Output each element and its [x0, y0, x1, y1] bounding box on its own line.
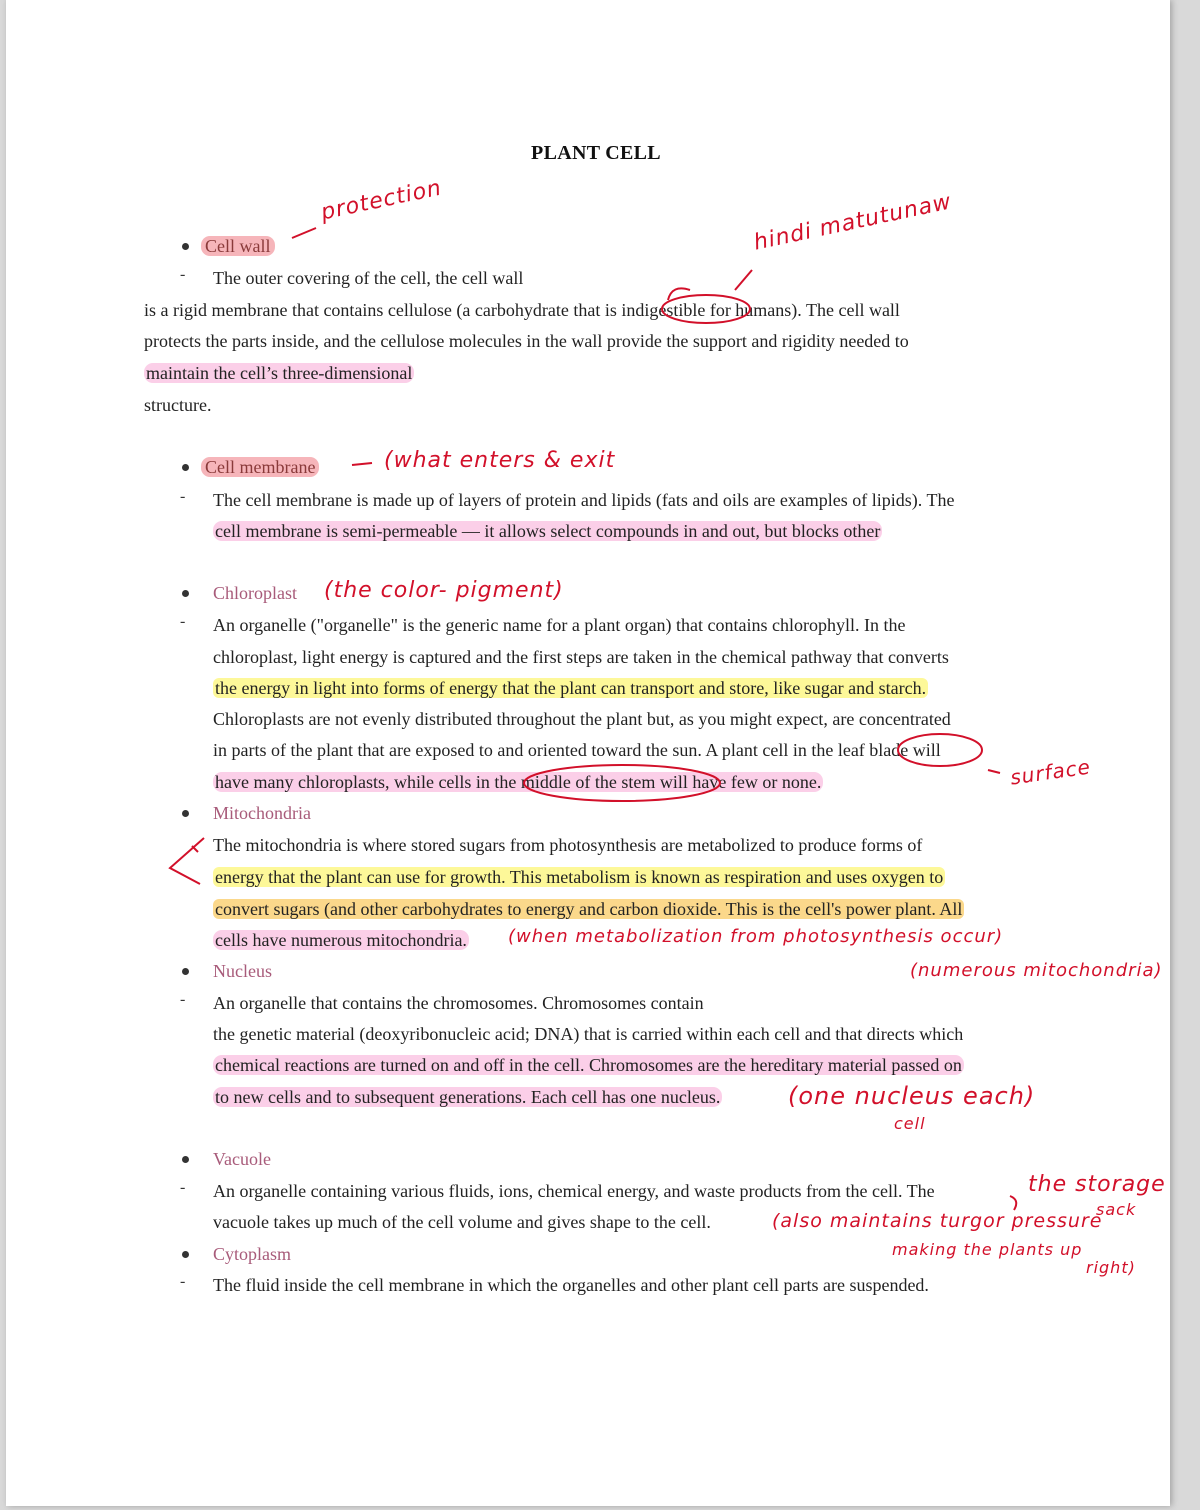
annotation-what-enters: (what enters & exit	[384, 448, 616, 473]
cytoplasm-line-1: The fluid inside the cell membrane in which the organelles and other plant cell parts are suspended.	[213, 1275, 929, 1295]
dash-icon: -	[180, 266, 186, 283]
cell-membrane-line-1: The cell membrane is made up of layers of protein and lipids (fats and oils are examples of lipids). The	[213, 490, 955, 510]
chloroplast-line-3: the energy in light into forms of energy that the plant can transport and store, like sugar and starch.	[215, 678, 927, 698]
document-page	[6, 0, 1170, 1506]
chloroplast-line-2: chloroplast, light energy is captured and the first steps are taken in the chemical pathway that converts	[213, 647, 949, 667]
chloroplast-line-5: in parts of the plant that are exposed to and oriented toward the sun. A plant cell in the leaf blade will	[213, 740, 941, 760]
nucleus-line-3: chemical reactions are turned on and off in the cell. Chromosomes are the hereditary material passed on	[215, 1055, 962, 1075]
bullet-icon	[182, 243, 189, 250]
dash-icon: -	[180, 991, 186, 1008]
section-heading-cytoplasm: Cytoplasm	[213, 1244, 292, 1264]
bullet-icon	[182, 1251, 189, 1258]
section-heading-chloroplast: Chloroplast	[213, 583, 297, 603]
mitochondria-line-3: convert sugars (and other carbohydrates to energy and carbon dioxide. This is the cell's power plant. All	[215, 899, 963, 919]
page-title: PLANT CELL	[531, 142, 661, 164]
chloroplast-line-6: have many chloroplasts, while cells in the middle of the stem will have few or none.	[215, 772, 822, 792]
annotation-protection: protection	[318, 175, 445, 226]
section-heading-cell-wall: Cell wall	[201, 234, 275, 258]
bullet-icon	[182, 1156, 189, 1163]
mitochondria-line-2: energy that the plant can use for growth. This metabolism is known as respiration and uses oxygen to	[215, 867, 944, 887]
dash-icon: -	[180, 488, 186, 505]
dash-icon: -	[180, 1179, 186, 1196]
nucleus-line-2: the genetic material (deoxyribonucleic acid; DNA) that is carried within each cell and that directs which	[213, 1024, 964, 1044]
dash-icon: -	[180, 613, 186, 630]
section-heading-cell-membrane: Cell membrane	[201, 455, 319, 479]
annotation-one-nucleus: (one nucleus each)	[788, 1082, 1036, 1110]
annotation-surface: surface	[1008, 754, 1093, 790]
cell-wall-line-5: structure.	[144, 395, 212, 415]
annotation-right: right)	[1086, 1258, 1136, 1277]
section-heading-mitochondria: Mitochondria	[213, 803, 311, 823]
bullet-icon	[182, 810, 189, 817]
annotation-numerous: (numerous mitochondria)	[910, 960, 1163, 981]
cell-wall-line-3: protects the parts inside, and the cellulose molecules in the wall provide the support and rigidity needed to	[144, 331, 909, 351]
nucleus-line-1: An organelle that contains the chromosomes. Chromosomes contain	[213, 993, 704, 1013]
annotation-turgor: (also maintains turgor pressure	[772, 1210, 1103, 1232]
vacuole-line-2: vacuole takes up much of the cell volume and gives shape to the cell.	[213, 1212, 711, 1232]
annotation-hindi: hindi matutunaw	[751, 189, 954, 256]
annotation-metabolization: (when metabolization from photosynthesis occur)	[508, 926, 1004, 947]
vacuole-line-1: An organelle containing various fluids, ions, chemical energy, and waste products from the cell. The	[213, 1181, 935, 1201]
bullet-icon	[182, 590, 189, 597]
dash-icon: -	[180, 1273, 186, 1290]
cell-wall-line-4: maintain the cell’s three-dimensional	[146, 363, 413, 383]
cell-wall-line-2: is a rigid membrane that contains cellulose (a carbohydrate that is indigestible for humans). The cell wall	[144, 300, 900, 320]
nucleus-line-4: to new cells and to subsequent generations. Each cell has one nucleus.	[215, 1087, 721, 1107]
cell-wall-line-1: The outer covering of the cell, the cell wall	[213, 268, 524, 288]
bullet-icon	[182, 968, 189, 975]
annotation-color-pigment: (the color- pigment)	[324, 578, 564, 603]
annotation-sack: sack	[1096, 1200, 1137, 1219]
bullet-icon	[182, 464, 189, 471]
mitochondria-line-1: The mitochondria is where stored sugars from photosynthesis are metabolized to produce forms of	[213, 835, 923, 855]
section-heading-vacuole: Vacuole	[213, 1149, 271, 1169]
chloroplast-line-1: An organelle ("organelle" is the generic name for a plant organ) that contains chlorophyll. In the	[213, 615, 906, 635]
annotation-storage: the storage	[1028, 1172, 1166, 1197]
chloroplast-line-4: Chloroplasts are not evenly distributed throughout the plant but, as you might expect, are concentrated	[213, 709, 951, 729]
cell-membrane-line-2: cell membrane is semi-permeable — it allows select compounds in and out, but blocks other	[215, 521, 881, 541]
mitochondria-line-4: cells have numerous mitochondria.	[215, 930, 467, 950]
section-heading-nucleus: Nucleus	[213, 961, 272, 981]
annotation-making: making the plants up	[892, 1240, 1083, 1259]
annotation-cell: cell	[894, 1114, 926, 1133]
